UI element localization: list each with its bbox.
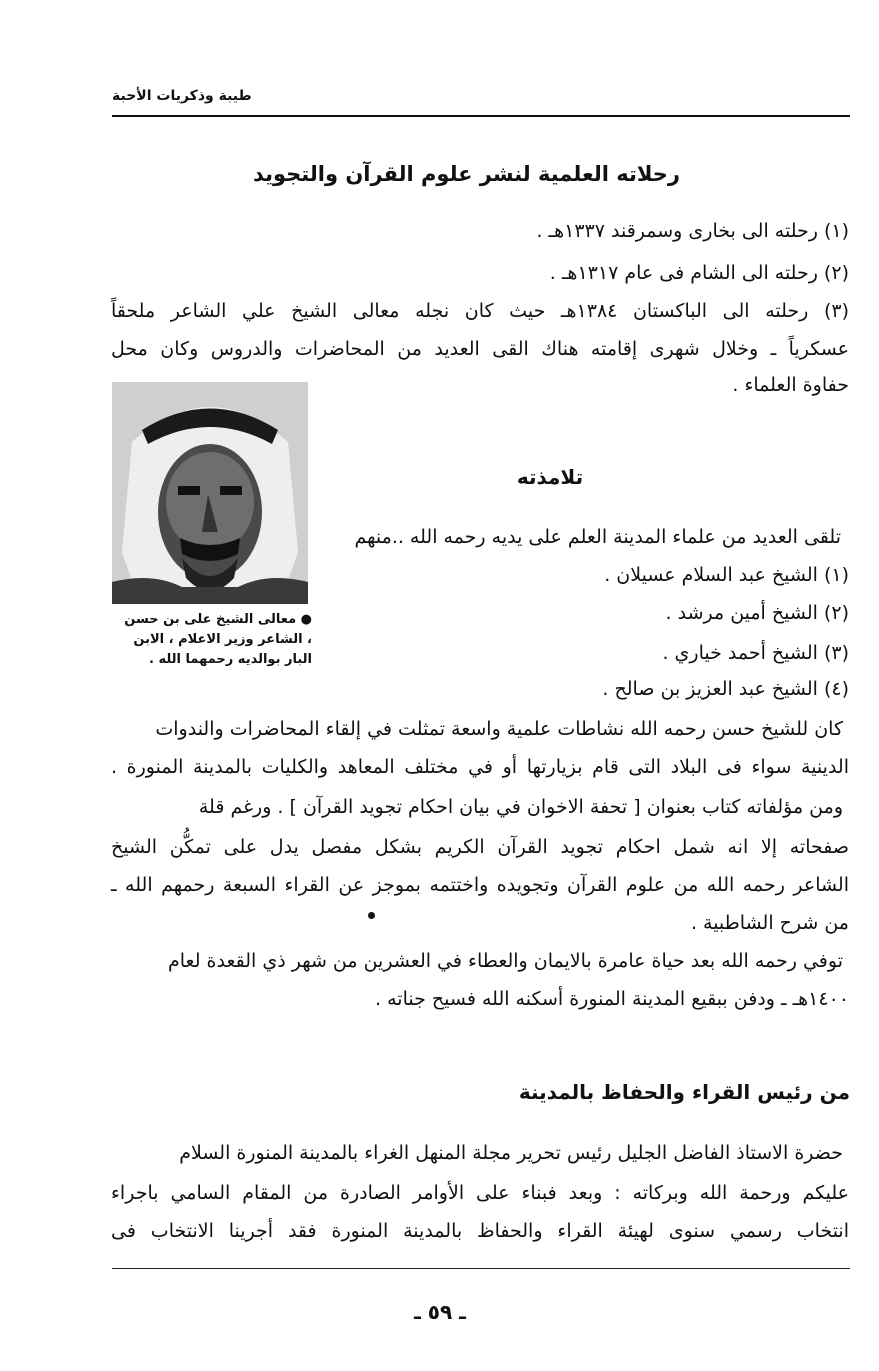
body-line-8: ١٤٠٠هـ ـ ودفن ببقيع المدينة المنورة أسكنه الله فسيح جناته . (375, 988, 849, 1010)
body-line-2: الدينية سواء فى البلاد التى قام بزيارتها أو في مختلف المعاهد والكليات بالمدينة المنورة . (111, 756, 849, 778)
section-title-trips: رحلاته العلمية لنشر علوم القرآن والتجويد (252, 162, 680, 186)
caption-line-3: البار بوالديه رحمهما الله . (149, 652, 312, 667)
section-title-students: تلامذته (516, 465, 584, 489)
footer-rule (112, 1268, 850, 1269)
student-2: (٢) الشيخ أمين مرشد . (665, 602, 849, 624)
letter-line-2: عليكم ورحمة الله وبركاته : وبعد فبناء على الأوامر الصادرة من المقام السامي باجراء (111, 1182, 849, 1204)
body-line-5: الشاعر رحمه الله من علوم القرآن وتجويده واختتمه بموجز عن القراء السبعة رحمهم الله ـ (111, 874, 849, 896)
page-number: ـ ٥٩ ـ (413, 1300, 467, 1324)
portrait-photo (112, 382, 308, 604)
body-line-3: ومن مؤلفاته كتاب بعنوان [ تحفة الاخوان في بيان احكام تجويد القرآن ] . ورغم قلة (198, 796, 843, 818)
caption-line-2: ، الشاعر وزير الاعلام ، الابن (133, 632, 312, 647)
trip-line-4: عسكرياً ـ وخلال شهرى إقامته هناك القى العديد من المحاضرات والدروس وكان محل (111, 338, 849, 360)
trip-line-5: حفاوة العلماء . (732, 374, 849, 396)
letter-line-1: حضرة الاستاذ الفاضل الجليل رئيس تحرير مجلة المنهل الغراء بالمدينة المنورة السلام (179, 1142, 843, 1164)
body-line-1: كان للشيخ حسن رحمه الله نشاطات علمية واسعة تمثلت في إلقاء المحاضرات والندوات (155, 718, 843, 740)
section-title-letter: من رئيس القراء والحفاظ بالمدينة (518, 1080, 850, 1104)
student-1: (١) الشيخ عبد السلام عسيلان . (604, 564, 849, 586)
student-3: (٣) الشيخ أحمد خياري . (662, 642, 849, 664)
caption-line-1: ● معالى الشيخ على بن حسن (124, 612, 312, 627)
header-rule (112, 115, 850, 117)
letter-line-3: انتخاب رسمي سنوى لهيئة القراء والحفاظ بالمدينة المنورة فقد أجرينا الانتخاب فى (111, 1220, 849, 1242)
trip-line-3: (٣) رحلته الى الباكستان ١٣٨٤هـ حيث كان نجله معالى الشيخ علي الشاعر ملحقاً (111, 300, 849, 322)
trip-line-1: (١) رحلته الى بخارى وسمرقند ١٣٣٧هـ . (536, 220, 849, 242)
photo-caption (112, 610, 312, 670)
students-intro: تلقى العديد من علماء المدينة العلم على يديه رحمه الله ..منهم (354, 526, 841, 548)
trip-line-2: (٢) رحلته الى الشام فى عام ١٣١٧هـ . (549, 262, 849, 284)
running-header: طيبة وذكريات الأحبة (112, 88, 252, 104)
body-line-4: صفحاته إلا انه شمل احكام تجويد القرآن الكريم بشكل مفصل يدل على تمكُّن الشيخ (111, 836, 849, 858)
body-line-6: من شرح الشاطبية . (690, 912, 849, 934)
stray-dot (368, 912, 375, 919)
body-line-7: توفي رحمه الله بعد حياة عامرة بالايمان والعطاء في العشرين من شهر ذي القعدة لعام (167, 950, 843, 972)
student-4: (٤) الشيخ عبد العزيز بن صالح . (602, 678, 849, 700)
